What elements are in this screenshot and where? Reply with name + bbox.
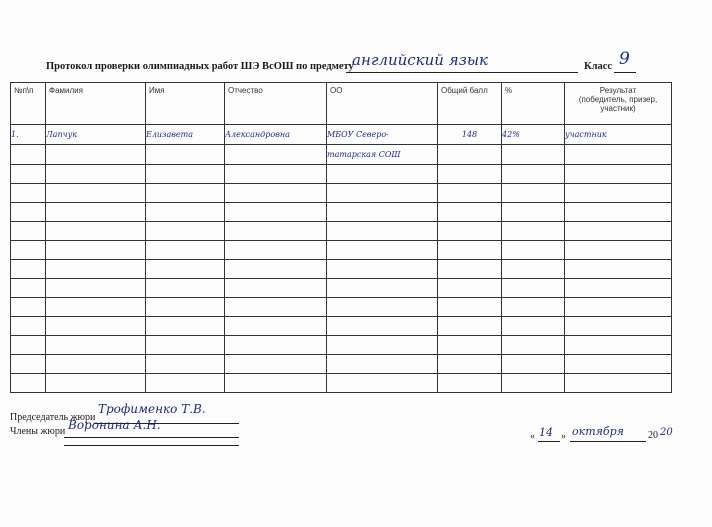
table-cell-empty (502, 317, 565, 336)
table-cell-empty (225, 355, 327, 374)
table-cell-empty (327, 241, 438, 260)
date-open-quote: « (530, 431, 535, 442)
table-cell-empty (225, 241, 327, 260)
table-cell-empty (11, 317, 46, 336)
table-cell-empty (565, 260, 672, 279)
table-cell-empty (565, 184, 672, 203)
table-cell-empty (502, 298, 565, 317)
table-cell-empty (46, 317, 146, 336)
col-header-result: Результат (победитель, призер, участник) (565, 83, 672, 125)
table-cell-empty (565, 241, 672, 260)
table-cell-empty (327, 317, 438, 336)
table-cell-empty (225, 184, 327, 203)
table-cell-empty (225, 260, 327, 279)
cell-surname: Лапчук (46, 125, 146, 145)
cell-school: МБОУ Северо- (327, 125, 438, 145)
table-cell-empty (46, 355, 146, 374)
date-day: 14 (539, 426, 553, 439)
date-month-underline (570, 441, 646, 442)
table-cell-empty (502, 355, 565, 374)
col-header-percent: % (502, 83, 565, 125)
table-row-empty (11, 260, 672, 279)
table-cell-empty (502, 203, 565, 222)
table-cell-empty (146, 165, 225, 184)
date-close-quote: » (561, 431, 566, 442)
table-cell-empty (225, 279, 327, 298)
cell-percent: 42% (502, 125, 565, 145)
table-row-empty (11, 355, 672, 374)
cell-name (146, 145, 225, 165)
col-header-school: ОО (327, 83, 438, 125)
table-cell-empty (11, 260, 46, 279)
table-cell-empty (327, 165, 438, 184)
table-cell-empty (438, 374, 502, 393)
table-cell-empty (565, 222, 672, 241)
cell-num (11, 145, 46, 165)
table-row-empty (11, 222, 672, 241)
table-row (11, 125, 672, 145)
table-cell-empty (225, 336, 327, 355)
date-day-underline (538, 441, 560, 442)
table-cell-empty (502, 184, 565, 203)
table-row-empty (11, 184, 672, 203)
table-cell-empty (146, 374, 225, 393)
cell-patronymic: Александровна (225, 125, 327, 145)
table-cell-empty (327, 203, 438, 222)
table-cell-empty (438, 317, 502, 336)
col-header-patronymic: Отчество (225, 83, 327, 125)
table-cell-empty (502, 260, 565, 279)
table-cell-empty (146, 260, 225, 279)
table-cell-empty (565, 317, 672, 336)
table-cell-empty (327, 355, 438, 374)
table-cell-empty (146, 336, 225, 355)
cell-school: татарская СОШ (327, 145, 438, 165)
table-cell-empty (502, 336, 565, 355)
table-cell-empty (46, 203, 146, 222)
table-cell-empty (565, 165, 672, 184)
cell-result: участник (565, 125, 672, 145)
subject-underline (346, 72, 578, 73)
table-cell-empty (225, 298, 327, 317)
table-cell-empty (565, 203, 672, 222)
cell-patronymic (225, 145, 327, 165)
table-cell-empty (11, 298, 46, 317)
table-cell-empty (146, 241, 225, 260)
table-cell-empty (225, 374, 327, 393)
table-cell-empty (565, 336, 672, 355)
table-row-empty (11, 203, 672, 222)
table-cell-empty (438, 279, 502, 298)
table-cell-empty (438, 184, 502, 203)
table-cell-empty (438, 298, 502, 317)
table-cell-empty (46, 241, 146, 260)
table-cell-empty (146, 279, 225, 298)
table-cell-empty (46, 279, 146, 298)
chair-signature: Трофименко Т.В. (98, 402, 206, 416)
table-cell-empty (146, 355, 225, 374)
table-cell-empty (327, 279, 438, 298)
table-cell-empty (146, 203, 225, 222)
cell-num: 1. (11, 125, 46, 145)
members-signature: Воронина А.Н. (68, 418, 161, 432)
table-cell-empty (502, 222, 565, 241)
table-cell-empty (11, 355, 46, 374)
cell-score: 148 (438, 125, 502, 145)
table-cell-empty (225, 317, 327, 336)
table-cell-empty (46, 374, 146, 393)
table-cell-empty (11, 222, 46, 241)
date-year-prefix: 20 (648, 430, 658, 441)
table-row-empty (11, 165, 672, 184)
cell-score (438, 145, 502, 165)
table-cell-empty (46, 336, 146, 355)
table-cell-empty (46, 222, 146, 241)
class-underline (614, 72, 636, 73)
table-cell-empty (225, 165, 327, 184)
date-month: октября (572, 425, 624, 438)
table-cell-empty (438, 222, 502, 241)
table-cell-empty (11, 203, 46, 222)
table-cell-empty (46, 260, 146, 279)
table-cell-empty (565, 298, 672, 317)
table-cell-empty (502, 374, 565, 393)
chair-label: Председатель жюри (10, 412, 96, 423)
table-cell-empty (327, 298, 438, 317)
table-cell-empty (46, 165, 146, 184)
table-cell-empty (146, 317, 225, 336)
table-cell-empty (11, 184, 46, 203)
subject-handwritten: английский язык (352, 51, 489, 69)
table-cell-empty (502, 279, 565, 298)
cell-percent (502, 145, 565, 165)
table-cell-empty (46, 298, 146, 317)
table-cell-empty (11, 241, 46, 260)
table-cell-empty (225, 222, 327, 241)
table-row-empty (11, 298, 672, 317)
protocol-title: Протокол проверки олимпиадных работ ШЭ ВсОШ по предмету (46, 61, 354, 72)
table-cell-empty (11, 336, 46, 355)
members-label: Члены жюри (10, 426, 66, 437)
table-cell-empty (438, 203, 502, 222)
table-row-empty (11, 241, 672, 260)
table-cell-empty (565, 355, 672, 374)
table-row-empty (11, 279, 672, 298)
table-row (11, 145, 672, 165)
table-cell-empty (46, 184, 146, 203)
table-cell-empty (565, 279, 672, 298)
col-header-score: Общий балл (438, 83, 502, 125)
cell-name: Елизавета (146, 125, 225, 145)
table-cell-empty (11, 279, 46, 298)
table-cell-empty (11, 165, 46, 184)
col-header-surname: Фамилия (46, 83, 146, 125)
members-underline-2 (64, 445, 239, 446)
table-cell-empty (438, 165, 502, 184)
date-year-suffix: 20 (660, 427, 673, 438)
col-header-num: №п\п (11, 83, 46, 125)
table-cell-empty (438, 260, 502, 279)
table-header-row (11, 83, 672, 125)
table-cell-empty (327, 336, 438, 355)
table-cell-empty (565, 374, 672, 393)
class-label: Класс (584, 61, 613, 72)
table-cell-empty (146, 298, 225, 317)
cell-surname (46, 145, 146, 165)
table-cell-empty (225, 203, 327, 222)
table-cell-empty (11, 374, 46, 393)
table-cell-empty (327, 184, 438, 203)
table-row-empty (11, 317, 672, 336)
table-cell-empty (438, 241, 502, 260)
col-header-name: Имя (146, 83, 225, 125)
results-table (10, 82, 672, 393)
table-cell-empty (146, 184, 225, 203)
table-cell-empty (502, 241, 565, 260)
members-underline (64, 437, 239, 438)
table-cell-empty (327, 260, 438, 279)
table-cell-empty (502, 165, 565, 184)
table-row-empty (11, 374, 672, 393)
class-handwritten: 9 (619, 49, 630, 69)
table-cell-empty (146, 222, 225, 241)
table-row-empty (11, 336, 672, 355)
table-cell-empty (438, 336, 502, 355)
cell-result (565, 145, 672, 165)
table-cell-empty (327, 374, 438, 393)
table-cell-empty (327, 222, 438, 241)
table-cell-empty (438, 355, 502, 374)
